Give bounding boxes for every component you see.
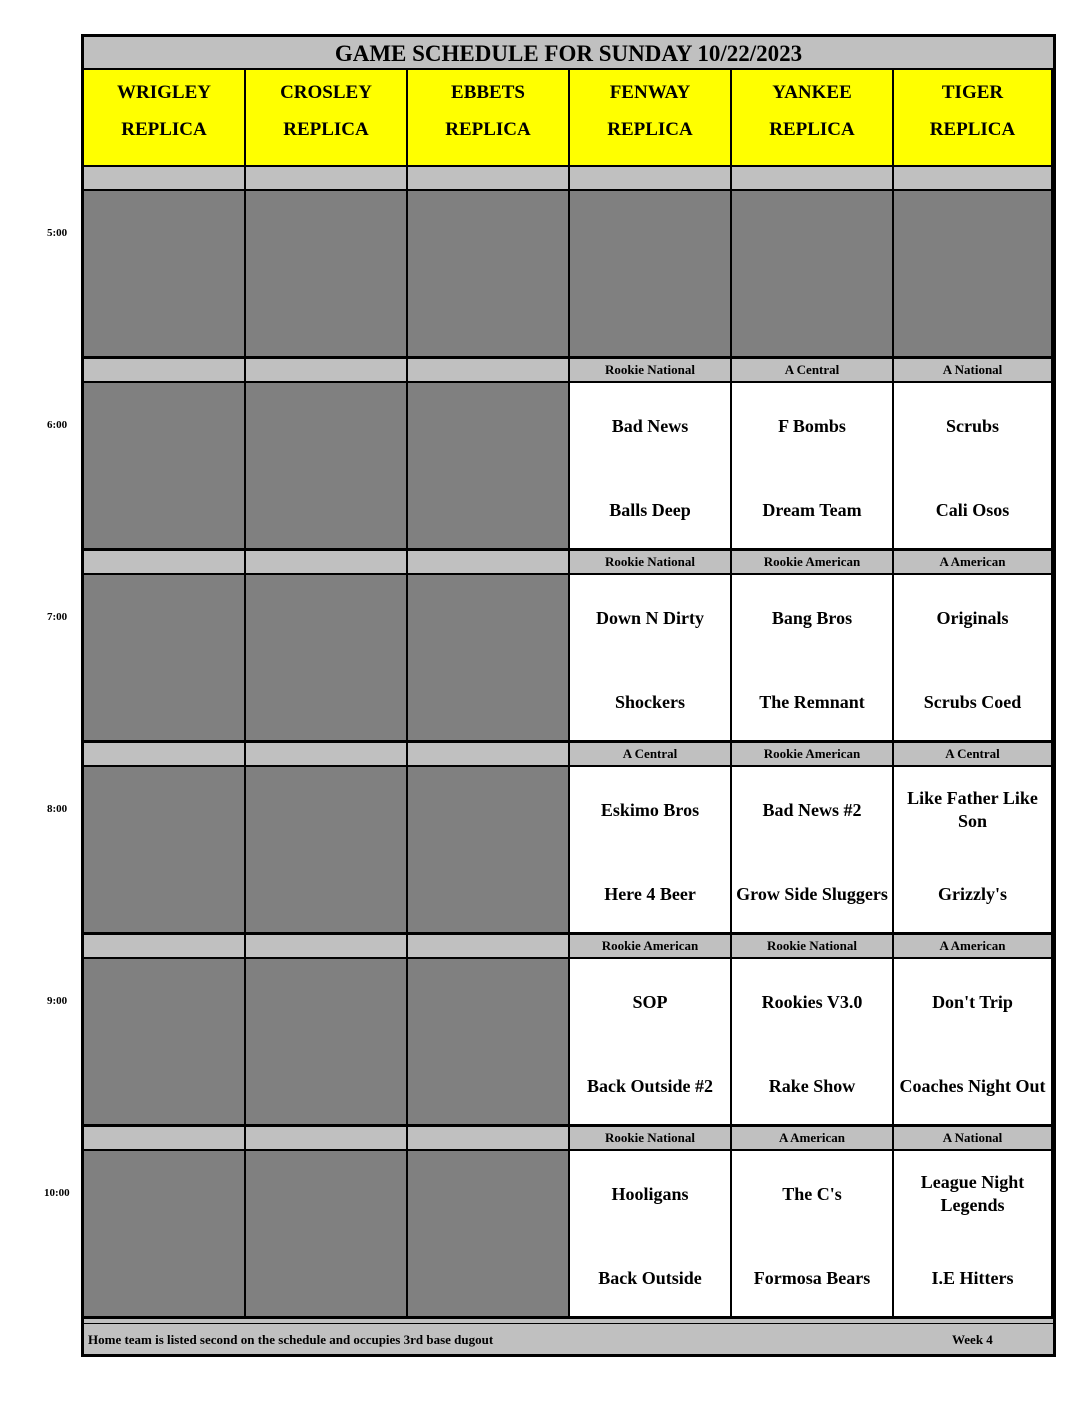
home-team: Cali Osos: [935, 499, 1010, 520]
division-label: [246, 743, 408, 767]
empty-slot: [408, 1151, 570, 1319]
home-team: Back Outside #2: [586, 1075, 714, 1096]
field-header-crosley: [246, 70, 408, 167]
division-label: [246, 551, 408, 575]
division-label: [408, 167, 570, 191]
home-team: Back Outside: [598, 1267, 702, 1288]
division-label: [84, 551, 246, 575]
game-cell: [894, 959, 1053, 1127]
empty-slot: [84, 1151, 246, 1319]
game-cell: [732, 383, 894, 551]
division-label: [246, 1127, 408, 1151]
division-label: [408, 743, 570, 767]
division-label: Rookie American: [570, 935, 732, 959]
division-label: Rookie National: [570, 359, 732, 383]
away-team: Bad News #2: [762, 799, 862, 820]
home-team-note: Home team is listed second on the schedule and occupies 3rd base dugout: [88, 1332, 494, 1347]
field-header-fenway: [570, 70, 732, 167]
game-cell: [894, 575, 1053, 743]
footer-bar: [84, 1323, 1053, 1354]
division-label: Rookie American: [732, 743, 894, 767]
away-team: Bad News: [611, 415, 689, 436]
away-team: SOP: [632, 991, 668, 1012]
schedule-title: GAME SCHEDULE FOR SUNDAY 10/22/2023: [84, 37, 1053, 70]
empty-slot: [246, 1151, 408, 1319]
empty-slot: [894, 191, 1053, 359]
empty-slot: [408, 959, 570, 1127]
home-team: Grizzly's: [938, 883, 1007, 904]
game-cell: [732, 1151, 894, 1319]
division-label: A National: [894, 1127, 1053, 1151]
field-name: YANKEE: [772, 82, 852, 103]
field-name: TIGER: [941, 82, 1004, 103]
division-label: Rookie National: [570, 1127, 732, 1151]
empty-slot: [84, 959, 246, 1127]
away-team: Like Father Like Son: [907, 788, 1038, 831]
time-label: 9:00: [47, 995, 68, 1007]
game-cell: [732, 575, 894, 743]
division-label: [894, 167, 1053, 191]
away-team: Hooligans: [611, 1183, 689, 1204]
time-label: 10:00: [44, 1187, 70, 1199]
home-team: Balls Deep: [609, 499, 691, 520]
week-label: Week 4: [952, 1332, 993, 1347]
home-team: Here 4 Beer: [604, 883, 696, 904]
division-label: [84, 935, 246, 959]
division-label: [408, 551, 570, 575]
away-team: Scrubs: [945, 415, 999, 436]
home-team: Formosa Bears: [753, 1267, 871, 1288]
away-team: The C's: [782, 1183, 842, 1204]
division-label: A National: [894, 359, 1053, 383]
field-header-yankee: [732, 70, 894, 167]
field-subtitle: REPLICA: [769, 119, 855, 140]
division-label: [84, 359, 246, 383]
time-label: 8:00: [47, 803, 68, 815]
division-label: Rookie National: [732, 935, 894, 959]
empty-slot: [84, 383, 246, 551]
game-cell: [570, 1151, 732, 1319]
empty-slot: [246, 767, 408, 935]
empty-slot: [570, 191, 732, 359]
field-name: WRIGLEY: [117, 82, 211, 103]
field-header-wrigley: [84, 70, 246, 167]
field-name: FENWAY: [609, 82, 691, 103]
division-label: A American: [732, 1127, 894, 1151]
division-label: [84, 167, 246, 191]
time-label: 7:00: [47, 611, 68, 623]
field-subtitle: REPLICA: [607, 119, 693, 140]
empty-slot: [246, 191, 408, 359]
empty-slot: [84, 191, 246, 359]
field-subtitle: REPLICA: [929, 119, 1016, 140]
division-label: A American: [894, 935, 1053, 959]
game-cell: [894, 1151, 1053, 1319]
away-team: Originals: [936, 607, 1009, 628]
field-subtitle: REPLICA: [445, 119, 531, 140]
away-team: Don't Trip: [932, 991, 1013, 1012]
division-label: [246, 359, 408, 383]
away-team: Eskimo Bros: [600, 799, 700, 820]
game-cell: [570, 383, 732, 551]
division-label: [732, 167, 894, 191]
schedule-sheet: [81, 34, 1056, 1357]
game-cell: [570, 959, 732, 1127]
away-team: Down N Dirty: [596, 607, 704, 628]
home-team: Scrubs Coed: [923, 691, 1022, 712]
home-team: Dream Team: [762, 499, 862, 520]
empty-slot: [246, 959, 408, 1127]
home-team: I.E Hitters: [931, 1267, 1014, 1288]
time-label: 6:00: [47, 419, 68, 431]
away-team: League Night Legends: [920, 1172, 1025, 1215]
game-cell: [894, 767, 1053, 935]
home-team: Shockers: [614, 691, 685, 712]
empty-slot: [246, 383, 408, 551]
game-cell: [732, 767, 894, 935]
empty-slot: [408, 767, 570, 935]
division-label: A Central: [732, 359, 894, 383]
division-label: [246, 935, 408, 959]
game-cell: [570, 767, 732, 935]
home-team: Grow Side Sluggers: [736, 883, 888, 904]
empty-slot: [408, 191, 570, 359]
home-team: Rake Show: [768, 1075, 856, 1096]
field-subtitle: REPLICA: [121, 119, 207, 140]
division-label: Rookie National: [570, 551, 732, 575]
division-label: [408, 1127, 570, 1151]
empty-slot: [84, 575, 246, 743]
division-label: [570, 167, 732, 191]
field-name: EBBETS: [451, 82, 525, 103]
empty-slot: [408, 575, 570, 743]
away-team: F Bombs: [778, 415, 846, 436]
empty-slot: [732, 191, 894, 359]
game-cell: [732, 959, 894, 1127]
field-subtitle: REPLICA: [283, 119, 369, 140]
game-cell: [570, 575, 732, 743]
division-label: [246, 167, 408, 191]
division-label: [408, 359, 570, 383]
division-label: [408, 935, 570, 959]
division-label: A American: [894, 551, 1053, 575]
field-header-ebbets: [408, 70, 570, 167]
home-team: Coaches Night Out: [899, 1075, 1046, 1096]
away-team: Bang Bros: [771, 607, 853, 628]
empty-slot: [408, 383, 570, 551]
home-team: The Remnant: [759, 691, 865, 712]
division-label: [84, 743, 246, 767]
field-name: CROSLEY: [280, 82, 372, 103]
division-label: Rookie American: [732, 551, 894, 575]
game-cell: [894, 383, 1053, 551]
away-team: Rookies V3.0: [761, 991, 863, 1012]
empty-slot: [84, 767, 246, 935]
division-label: A Central: [570, 743, 732, 767]
time-label: 5:00: [47, 227, 68, 239]
field-header-tiger: [894, 70, 1053, 167]
empty-slot: [246, 575, 408, 743]
division-label: [84, 1127, 246, 1151]
division-label: A Central: [894, 743, 1053, 767]
